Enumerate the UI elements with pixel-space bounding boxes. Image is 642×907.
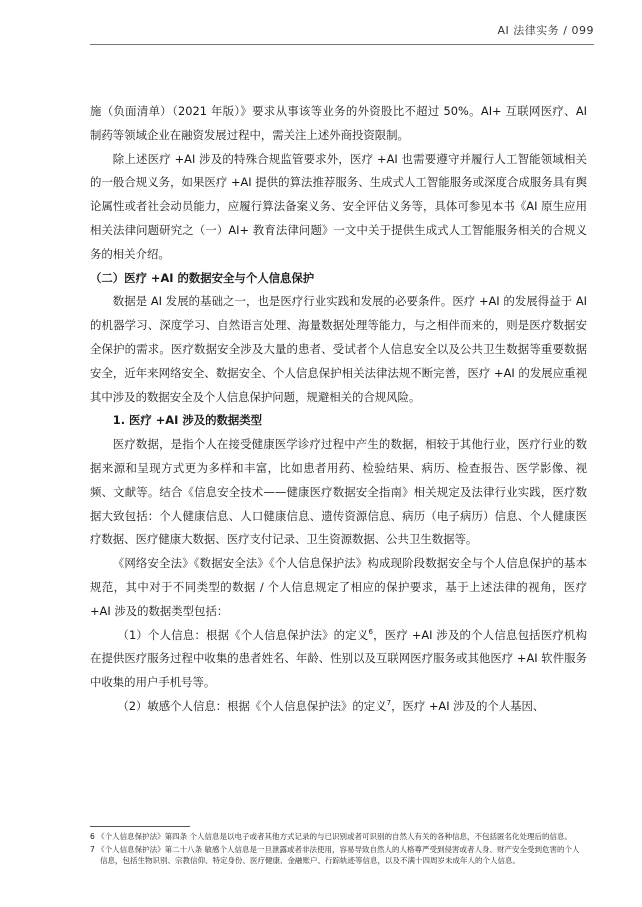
footnote-text: 《个人信息保护法》第四条 个人信息是以电子或者其他方式记录的与已识别或者可识别的自然人有关的各种信息，不包括匿名化处理后的信息。: [97, 832, 573, 841]
footnote-mark: 6: [90, 832, 95, 841]
subsection-heading: 1. 医疗 +AI 涉及的数据类型: [112, 413, 263, 428]
paragraph-medical-data: 医疗数据，是指个人在接受健康医学诊疗过程中产生的数据，相较于其他行业，医疗行业的数据来源和呈现方式更为多样和丰富，比如患者用药、检验结果、病历、检查报告、医学影像、视频、文献等。结合《信息安全技术——健康医疗数据安全指南》相关规定及法律行业实践，医疗数据大致包括：个人健康信息、人口健康信息、遗传资源信息、病历（电子病历）信息、个人健康医疗数据、医疗健康大数据、医疗支付记录、卫生资源数据、公共卫生数据等。: [90, 437, 587, 547]
running-head: AI 法律实务 / 099: [497, 24, 594, 37]
body-text: [90, 100, 587, 719]
item1-text-a: （1）个人信息：根据《个人信息保护法》的定义: [117, 627, 369, 642]
item1-text-b: ，医疗 +AI 涉及的个人信息包括医疗机构在提供医疗服务过程中收集的患者姓名、年龄、性别以及互联网医疗服务或其他医疗 +AI 软件服务中收集的用户手机号等。: [90, 627, 587, 690]
footnote-rule: [90, 826, 190, 827]
footnote-ref-7[interactable]: 7: [386, 698, 392, 707]
footnote-7: [90, 844, 587, 867]
paragraph-continued: 施（负面清单）（2021 年版）》要求从事该等业务的外资股比不超过 50%。AI+ 互联网医疗、AI 制药等领域企业在融资发展过程中，需关注上述外商投资限制。: [90, 104, 587, 142]
footnote-ref-6[interactable]: 6: [368, 627, 373, 636]
paragraph-compliance: 除上述医疗 +AI 涉及的特殊合规监管要求外，医疗 +AI 也需要遵守并履行人工智能领域相关的一般合规义务，如果医疗 +AI 提供的算法推荐服务、生成式人工智能服务或深度合成服务具有舆论属性或者社会动员能力，应履行算法备案义务、安全评估义务等，具体可参见本书《AI 原生应用相关法律问题研究之（一）AI+ 教育法律问题》一文中关于提供生成式人工智能服务相关的合规义务的相关介绍。: [90, 151, 587, 261]
footnote-6: [90, 831, 587, 843]
item2-text-a: （2）敏感个人信息：根据《个人信息保护法》的定义: [117, 698, 387, 713]
item2-text-b: ，医疗 +AI 涉及的个人基因、: [391, 698, 545, 713]
footnote-mark: 7: [90, 844, 95, 854]
list-item-personal-info: [90, 624, 587, 695]
list-item-sensitive-info: [90, 695, 587, 719]
paragraph-laws: 《网络安全法》《数据安全法》《个人信息保护法》构成现阶段数据安全与个人信息保护的基本规范，其中对于不同类型的数据 / 个人信息规定了相应的保护要求，基于上述法律的视角，医疗 +AI 涉及的数据类型包括：: [90, 556, 587, 618]
section-heading: （二）医疗 +AI 的数据安全与个人信息保护: [90, 270, 315, 285]
footnote-text: 《个人信息保护法》第二十八条 敏感个人信息是一旦泄露或者非法使用，容易导致自然人的人格尊严受到侵害或者人身、财产安全受到危害的个人信息，包括生物识别、宗教信仰、特定身份、医疗健康、金融账户、行踪轨迹等信息，以及不满十四周岁未成年人的个人信息。: [97, 844, 580, 865]
paragraph-data-security: 数据是 AI 发展的基础之一，也是医疗行业实践和发展的必要条件。医疗 +AI 的发展得益于 AI 的机器学习、深度学习、自然语言处理、海量数据处理等能力，与之相伴而来的，则是医疗数据安全保护的需求。医疗数据安全涉及大量的患者、受试者个人信息安全以及公共卫生数据等重要数据安全，近年来网络安全、数据安全、个人信息保护相关法律法规不断完善，医疗 +AI 的发展应重视其中涉及的数据安全及个人信息保护问题，规避相关的合规风险。: [90, 294, 587, 404]
header-rule: [90, 44, 594, 45]
footnotes: [90, 826, 587, 868]
